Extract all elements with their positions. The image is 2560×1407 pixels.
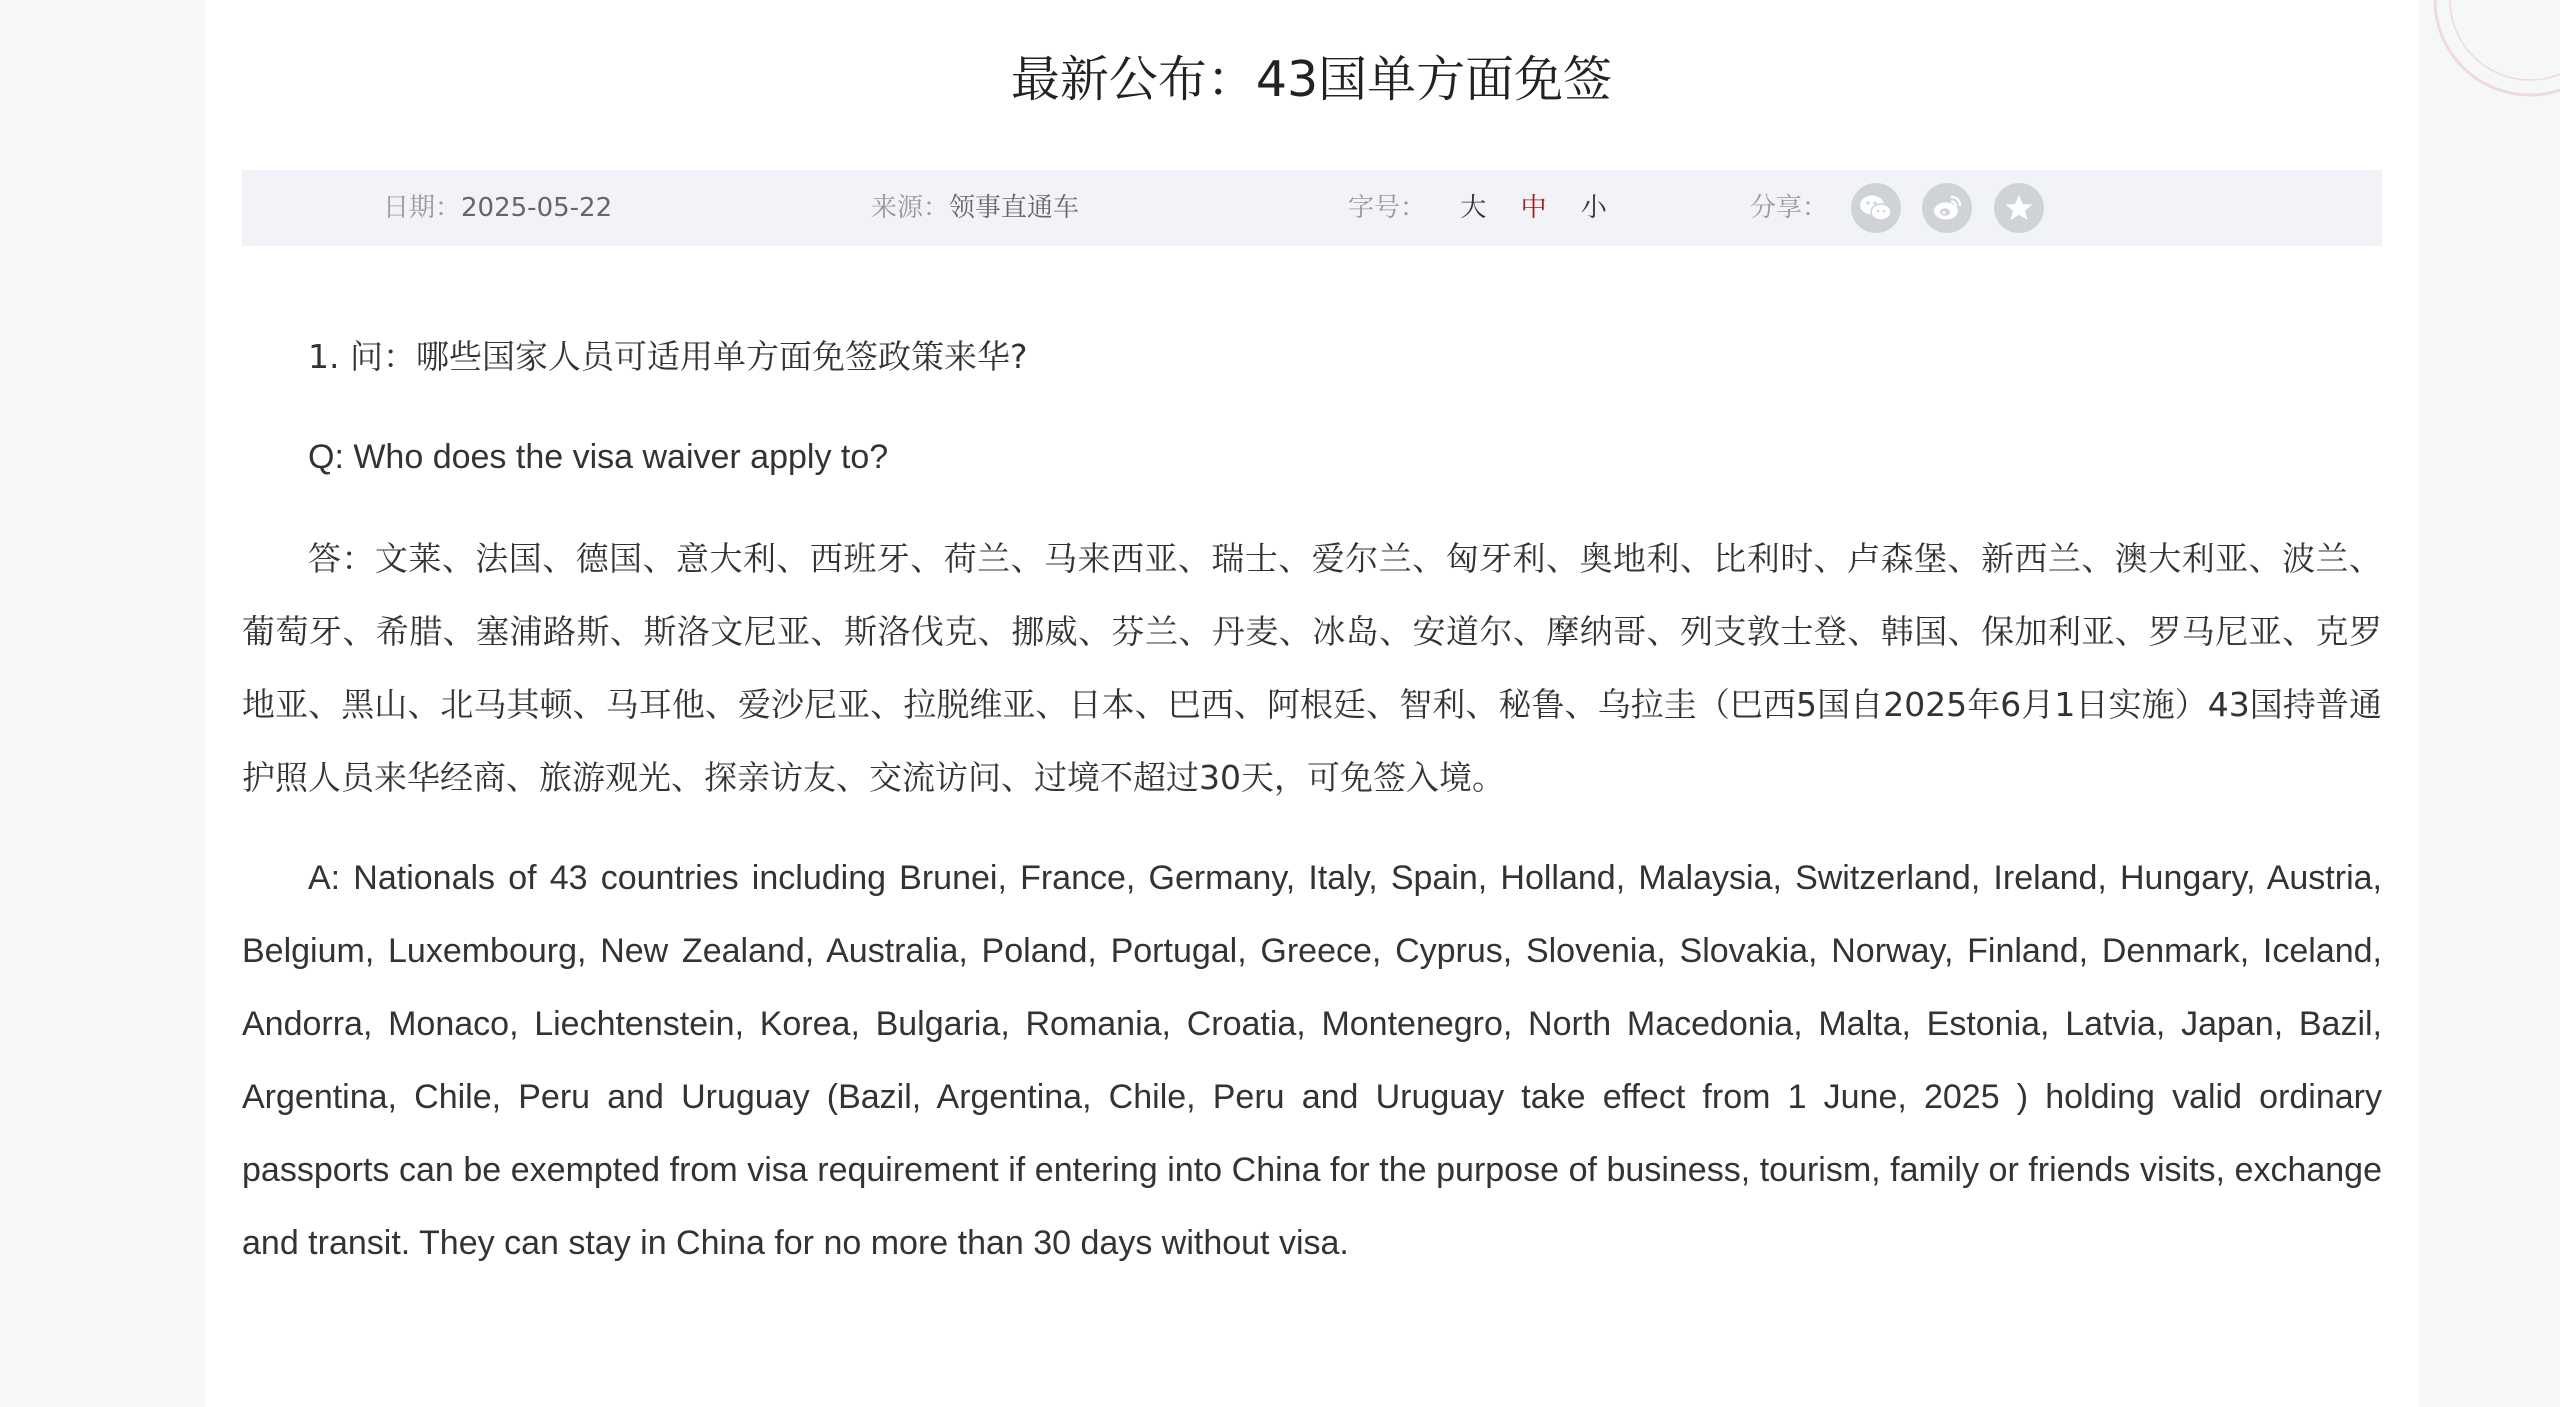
answer-cn: 答：文莱、法国、德国、意大利、西班牙、荷兰、马来西亚、瑞士、爱尔兰、匈牙利、奥地利、比利时、卢森堡、新西兰、澳大利亚、波兰、葡萄牙、希腊、塞浦路斯、斯洛文尼亚、斯洛伐克、挪威、芬兰、丹麦、冰岛、安道尔、摩纳哥、列支敦士登、韩国、保加利亚、罗马尼亚、克罗地亚、黑山、北马其顿、马耳他、爱沙尼亚、拉脱维亚、日本、巴西、阿根廷、智利、秘鲁、乌拉圭（巴西5国自2025年6月1日实施）43国持普通护照人员来华经商、旅游观光、探亲访友、交流访问、过境不超过30天，可免签入境。: [242, 539, 2382, 797]
answer-en: A: Nationals of 43 countries including Brunei, France, Germany, Italy, Spain, Holland, Malaysia, Switzerland, Ireland, Hungary, Austria, Belgium, Luxembourg, New Zealand, Australia, Poland, Portugal, Greece, Cyprus, Slovenia, Slovakia, Norway, Finland, Denmark, Iceland, Andorra, Monaco, Liechtenstein, Korea, Bulgaria, Romania, Croatia, Montenegro, North Macedonia, Malta, Estonia, Latvia, Japan, Bazil, Argentina, Chile, Peru and Uruguay (Bazil, Argentina, Chile, Peru and Uruguay take effect from 1 June, 2025 ) holding valid ordinary passports can be exempted from visa requirement if entering into China for the purpose of business, tourism, family or friends visits, exchange and transit. They can stay in China for no more than 30 days without visa.: [242, 859, 2382, 1262]
favorite-icon[interactable]: [1994, 183, 2044, 233]
font-size-large-button[interactable]: 大: [1460, 193, 1487, 223]
wechat-icon[interactable]: [1851, 183, 1901, 233]
font-size-small-button[interactable]: 小: [1580, 193, 1607, 223]
font-size-selector: [1348, 170, 1607, 246]
source-value: 领事直通车: [949, 193, 1080, 223]
watermark-stamp: [2420, 0, 2560, 110]
share-label: 分享：: [1750, 193, 1829, 223]
date-label: 日期：: [383, 193, 462, 223]
date-value: 2025-05-22: [461, 193, 613, 223]
font-size-medium-button[interactable]: 中: [1520, 193, 1547, 223]
publish-date: [383, 170, 612, 246]
weibo-icon[interactable]: [1922, 183, 1972, 233]
article-source: [871, 170, 1079, 246]
article-meta-bar: [242, 170, 2382, 246]
page-title: 最新公布：43国单方面免签: [1010, 51, 1613, 108]
question-en: Q: Who does the visa waiver apply to?: [308, 438, 889, 476]
article-page: [205, 0, 2418, 1407]
source-label: 来源：: [871, 193, 950, 223]
article-body: [242, 320, 2382, 1280]
question-cn: 1. 问：哪些国家人员可适用单方面免签政策来华?: [308, 337, 1028, 376]
font-size-label: 字号：: [1348, 193, 1427, 223]
